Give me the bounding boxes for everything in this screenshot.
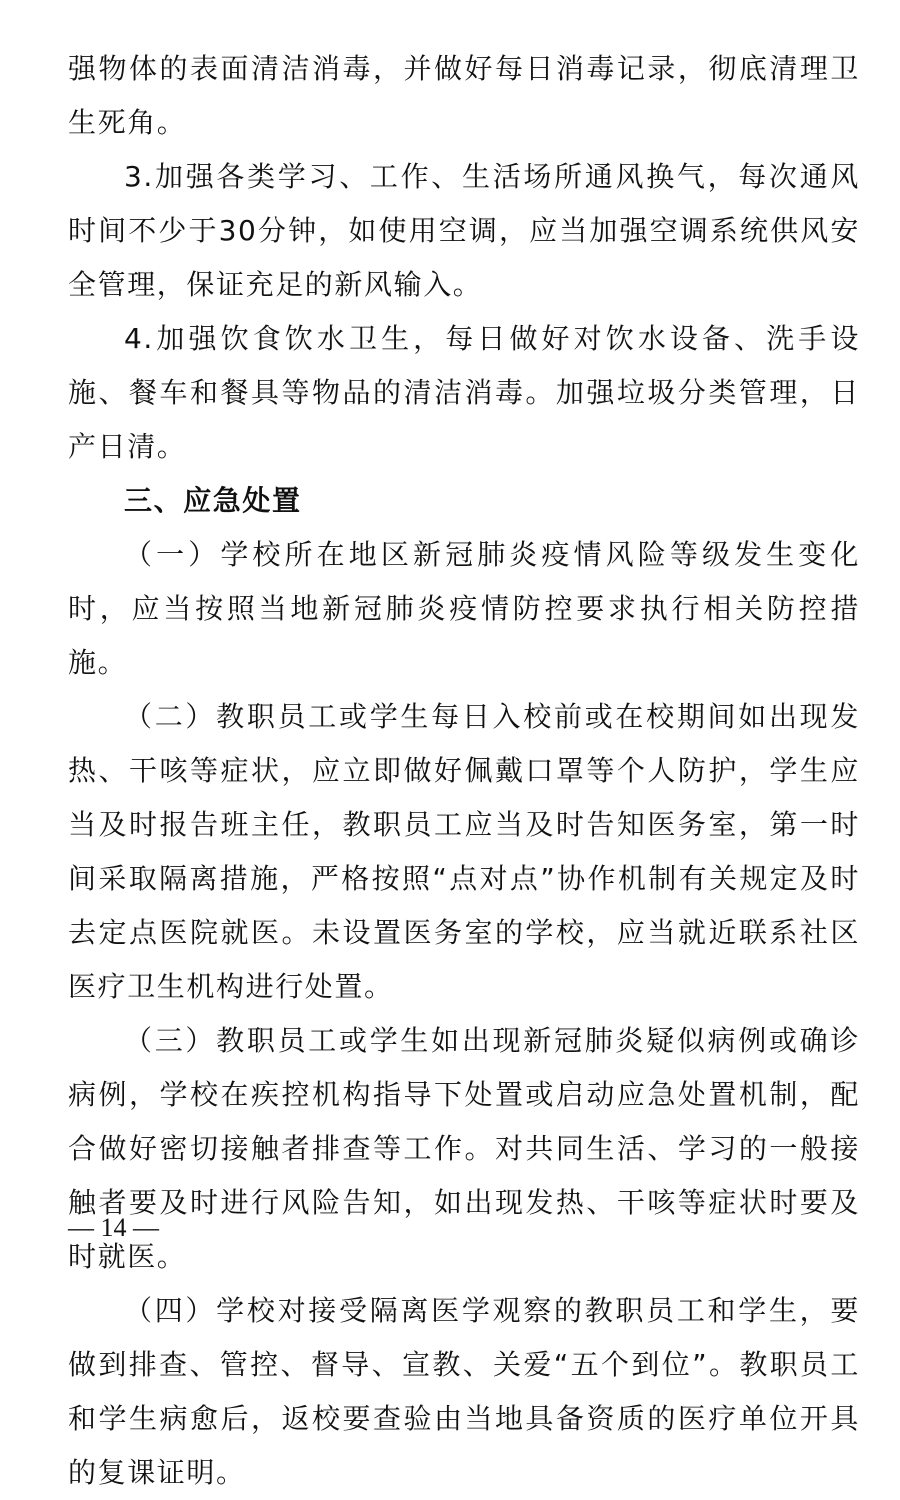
paragraph-emergency-4: （四）学校对接受隔离医学观察的教职员工和学生，要做到排查、管控、督导、宣教、关爱“五个到位”。教职员工和学生病愈后，返校要查验由当地具备资质的医疗单位开具的复课证明。 (68, 1294, 860, 1489)
section-heading: 三、应急处置 (124, 484, 302, 517)
paragraph-food-water-hygiene: 4.加强饮食饮水卫生，每日做好对饮水设备、洗手设施、餐车和餐具等物品的清洁消毒。加强垃圾分类管理，日产日清。 (68, 322, 860, 463)
page-number: — 14 — (68, 1213, 159, 1242)
paragraph-emergency-1: （一）学校所在地区新冠肺炎疫情风险等级发生变化时，应当按照当地新冠肺炎疫情防控要求执行相关防控措施。 (68, 538, 860, 679)
document-body (68, 0, 860, 1500)
paragraph-continuation: 强物体的表面清洁消毒，并做好每日消毒记录，彻底清理卫生死角。 (68, 52, 860, 139)
paragraph-ventilation: 3.加强各类学习、工作、生活场所通风换气，每次通风时间不少于30分钟，如使用空调，应当加强空调系统供风安全管理，保证充足的新风输入。 (68, 160, 860, 301)
paragraph-emergency-3: （三）教职员工或学生如出现新冠肺炎疑似病例或确诊病例，学校在疾控机构指导下处置或启动应急处置机制，配合做好密切接触者排查等工作。对共同生活、学习的一般接触者要及时进行风险告知，如出现发热、干咳等症状时要及时就医。 (68, 1024, 860, 1273)
paragraph-emergency-2: （二）教职员工或学生每日入校前或在校期间如出现发热、干咳等症状，应立即做好佩戴口罩等个人防护，学生应当及时报告班主任，教职员工应当及时告知医务室，第一时间采取隔离措施，严格按照“点对点”协作机制有关规定及时去定点医院就医。未设置医务室的学校，应当就近联系社区医疗卫生机构进行处置。 (68, 700, 860, 1003)
